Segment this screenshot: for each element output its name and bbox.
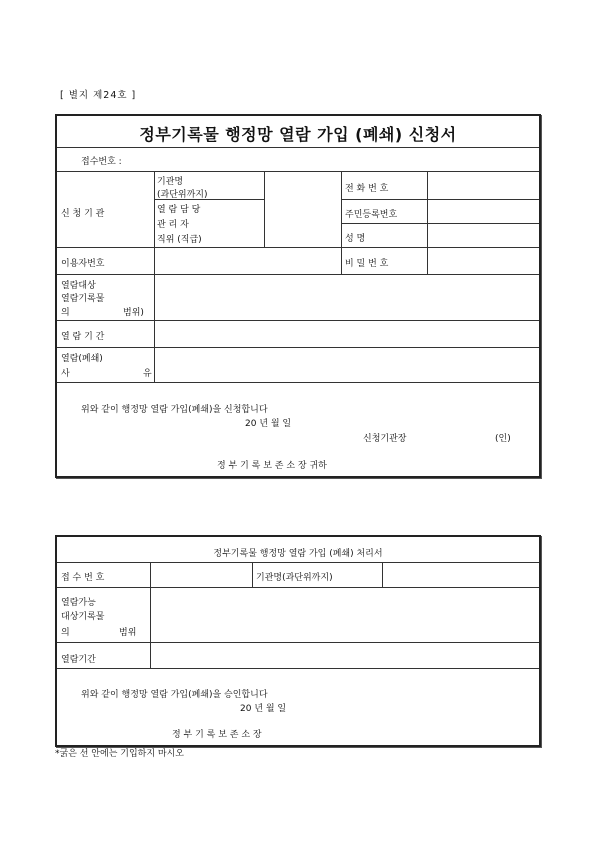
form-title: 정부기록물 행정망 열람 가입 (폐쇄) 신청서	[139, 125, 457, 144]
rrn-label: 주민등록번호	[345, 210, 398, 220]
period-label: 열 람 기 간	[61, 332, 105, 342]
scope-label-3a: 의	[61, 628, 70, 638]
phone-label: 전 화 번 호	[345, 184, 389, 194]
applicant-org-label: 신 청 기 관	[61, 209, 105, 219]
application-date: 20 년 월 일	[245, 419, 292, 429]
addressee: 정 부 기 록 보 존 소 장 귀하	[217, 461, 327, 471]
scope-label-2: 대상기록물	[61, 612, 105, 622]
reason-label-2b: 유	[143, 369, 152, 379]
position-label: 직위 (직급)	[157, 235, 202, 245]
manager-label-1: 열 람 담 당	[157, 205, 201, 215]
org-name-label: 기관명(과단위까지)	[256, 573, 333, 583]
processing-form	[55, 535, 541, 747]
scope-label-3a: 의	[61, 308, 70, 318]
scope-label-1: 열람대상	[61, 281, 96, 291]
approval-date: 20 년 월 일	[240, 704, 287, 714]
scope-label-3b: 범위)	[123, 308, 144, 318]
org-name-sub-label: (과단위까지)	[157, 190, 208, 200]
signer-label: 신청기관장	[363, 434, 407, 444]
form-number-label: [ 별지 제24호 ]	[60, 90, 137, 101]
reason-label-2a: 사	[61, 369, 70, 379]
receipt-number-label: 접수번호 :	[81, 157, 122, 167]
name-label: 성 명	[345, 234, 366, 244]
application-form	[55, 114, 541, 478]
scope-label-3b: 범위	[119, 628, 137, 638]
manager-label-2: 관 리 자	[157, 220, 189, 230]
processing-form-title: 정부기록물 행정망 열람 가입 (폐쇄) 처리서	[213, 549, 383, 559]
scope-label-1: 열람가능	[61, 598, 96, 608]
org-name-label: 기관명	[157, 177, 184, 187]
footnote: *굵은 선 안에는 기입하지 마시오	[55, 749, 184, 759]
approval-statement: 위와 같이 행정망 열람 가입(폐쇄)을 승인합니다	[81, 690, 268, 700]
seal-label: (인)	[495, 434, 511, 444]
reason-label-1: 열람(폐쇄)	[61, 354, 103, 364]
application-statement: 위와 같이 행정망 열람 가입(폐쇄)을 신청합니다	[81, 405, 268, 415]
period-label: 열람기간	[61, 655, 96, 665]
scope-label-2: 열람기록물	[61, 294, 105, 304]
password-label: 비 밀 번 호	[345, 259, 389, 269]
user-number-label: 이용자번호	[61, 259, 105, 269]
receipt-number-label: 접 수 번 호	[61, 573, 105, 583]
approver-label: 정 부 기 록 보 존 소 장	[172, 730, 262, 740]
